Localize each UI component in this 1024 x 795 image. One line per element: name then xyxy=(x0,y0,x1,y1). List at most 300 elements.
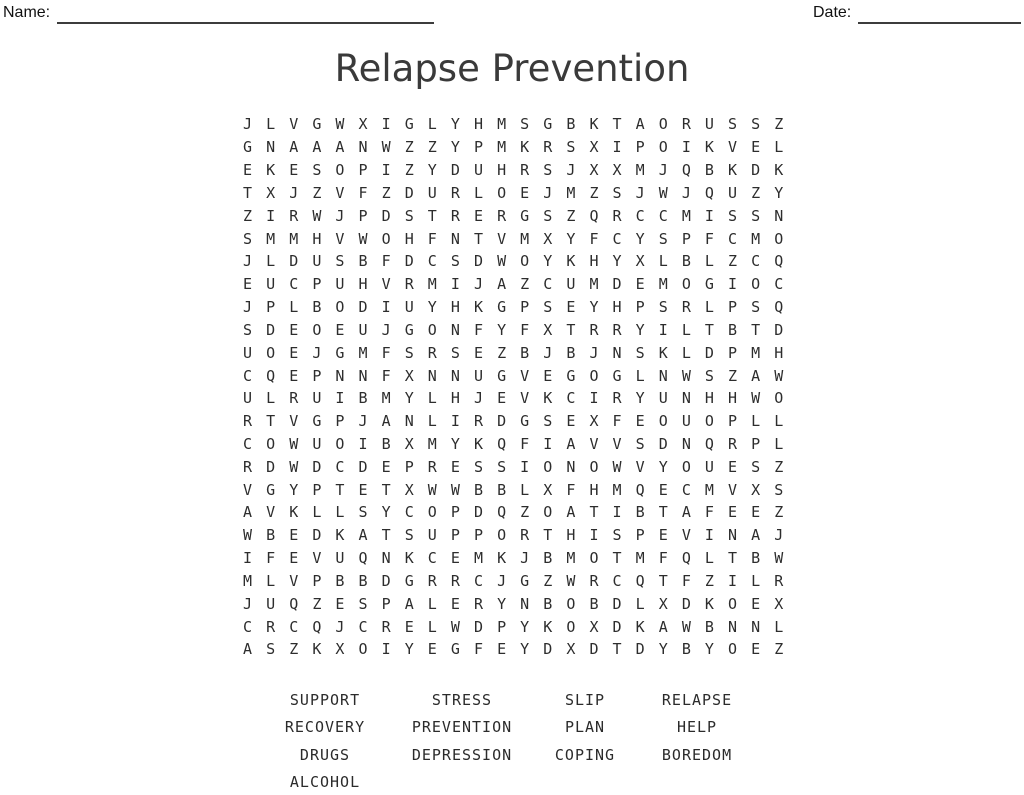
grid-letter: J xyxy=(381,320,391,339)
grid-letter: M xyxy=(751,343,761,362)
grid-letter: B xyxy=(358,252,368,271)
grid-letter: T xyxy=(612,549,622,568)
grid-letter: B xyxy=(589,594,599,613)
grid-letter: Z xyxy=(520,275,530,294)
grid-letter: Z xyxy=(543,571,553,590)
grid-letter: N xyxy=(774,206,784,225)
grid-letter: S xyxy=(404,526,414,545)
grid-letter: K xyxy=(497,549,507,568)
grid-letter: J xyxy=(473,389,483,408)
grid-letter: R xyxy=(589,320,599,339)
grid-letter: F xyxy=(566,480,576,499)
grid-letter: I xyxy=(358,435,368,453)
grid-letter: G xyxy=(543,115,553,134)
grid-letter: B xyxy=(312,298,322,317)
grid-letter: J xyxy=(243,252,253,271)
grid-letter: I xyxy=(589,526,599,545)
grid-letter: R xyxy=(266,617,276,636)
grid-letter: P xyxy=(358,206,368,225)
grid-letter: O xyxy=(774,389,784,408)
grid-letter: G xyxy=(566,366,576,385)
grid-letter: O xyxy=(497,183,507,202)
grid-letter: U xyxy=(266,594,276,613)
grid-letter: O xyxy=(681,457,691,476)
grid-letter: N xyxy=(681,435,691,453)
grid-letter: Y xyxy=(381,503,391,522)
grid-letter: G xyxy=(497,298,507,317)
grid-letter: O xyxy=(658,412,668,431)
grid-letter: D xyxy=(543,640,553,659)
grid-letter: P xyxy=(681,229,691,248)
grid-letter: S xyxy=(751,206,761,225)
grid-letter: B xyxy=(566,343,576,362)
grid-letter: Z xyxy=(566,206,576,225)
grid-letter: W xyxy=(243,526,253,545)
grid-letter: F xyxy=(381,343,391,362)
grid-letter: L xyxy=(473,183,483,202)
word-bank-item: RELAPSE xyxy=(661,691,733,709)
grid-letter: R xyxy=(450,183,460,202)
letter-grid xyxy=(236,113,790,661)
grid-letter: E xyxy=(751,138,761,157)
grid-letter: Y xyxy=(704,640,714,659)
grid-letter: U xyxy=(243,389,253,408)
grid-letter: M xyxy=(427,435,437,453)
grid-letter: R xyxy=(450,206,460,225)
grid-letter: I xyxy=(612,503,622,522)
grid-letter: B xyxy=(704,617,714,636)
grid-letter: D xyxy=(381,206,391,225)
grid-letter: P xyxy=(497,617,507,636)
grid-letter: E xyxy=(289,343,299,362)
grid-letter: T xyxy=(335,480,345,499)
grid-letter: J xyxy=(289,183,299,202)
grid-letter: W xyxy=(289,435,299,453)
grid-letter: C xyxy=(243,617,253,636)
grid-letter: W xyxy=(289,457,299,476)
grid-letter: A xyxy=(358,526,368,545)
grid-letter: N xyxy=(728,617,738,636)
grid-letter: N xyxy=(728,526,738,545)
grid-letter: O xyxy=(728,594,738,613)
grid-letter: R xyxy=(450,571,460,590)
grid-letter: S xyxy=(335,252,345,271)
grid-letter: I xyxy=(658,320,668,339)
grid-letter: P xyxy=(473,138,483,157)
grid-letter: O xyxy=(543,457,553,476)
grid-letter: E xyxy=(543,366,553,385)
grid-letter: H xyxy=(450,389,460,408)
grid-letter: Y xyxy=(427,161,437,180)
grid-letter: A xyxy=(566,503,576,522)
grid-letter: Z xyxy=(381,183,391,202)
grid-letter: R xyxy=(681,115,691,134)
grid-letter: S xyxy=(520,115,530,134)
grid-letter: S xyxy=(543,412,553,431)
grid-letter: N xyxy=(358,366,368,385)
grid-letter: G xyxy=(266,480,276,499)
grid-letter: Z xyxy=(243,206,253,225)
grid-letter: E xyxy=(243,161,253,180)
grid-letter: X xyxy=(589,412,599,431)
grid-letter: Z xyxy=(589,183,599,202)
grid-letter: X xyxy=(635,252,645,271)
grid-letter: Y xyxy=(635,229,645,248)
grid-letter: Z xyxy=(774,115,784,134)
grid-letter: X xyxy=(566,640,576,659)
grid-letter: Z xyxy=(427,138,437,157)
grid-letter: O xyxy=(381,229,391,248)
grid-letter: O xyxy=(335,161,345,180)
grid-letter: T xyxy=(381,480,391,499)
grid-letter: A xyxy=(497,275,507,294)
grid-letter: O xyxy=(543,503,553,522)
grid-letter: T xyxy=(589,503,599,522)
grid-letter: G xyxy=(404,115,414,134)
grid-letter: L xyxy=(266,571,276,590)
grid-letter: E xyxy=(358,480,368,499)
grid-letter: H xyxy=(728,389,738,408)
grid-letter: I xyxy=(381,298,391,317)
grid-letter: W xyxy=(497,252,507,271)
grid-letter: N xyxy=(404,412,414,431)
grid-letter: N xyxy=(658,366,668,385)
grid-letter: M xyxy=(266,229,276,248)
grid-letter: S xyxy=(728,206,738,225)
grid-letter: Z xyxy=(774,503,784,522)
grid-letter: R xyxy=(473,594,483,613)
grid-letter: X xyxy=(751,480,761,499)
grid-letter: M xyxy=(243,571,253,590)
grid-letter: C xyxy=(473,571,483,590)
grid-letter: O xyxy=(566,617,576,636)
grid-letter: K xyxy=(312,640,322,659)
grid-letter: O xyxy=(681,275,691,294)
grid-letter: F xyxy=(381,366,391,385)
grid-letter: L xyxy=(427,389,437,408)
grid-letter: Q xyxy=(289,594,299,613)
grid-letter: Q xyxy=(681,161,691,180)
grid-letter: D xyxy=(612,594,622,613)
grid-letter: C xyxy=(335,457,345,476)
grid-letter: T xyxy=(566,320,576,339)
grid-letter: P xyxy=(312,571,322,590)
grid-letter: W xyxy=(751,389,761,408)
grid-letter: P xyxy=(635,138,645,157)
grid-letter: U xyxy=(266,275,276,294)
grid-letter: F xyxy=(704,229,714,248)
grid-letter: E xyxy=(289,320,299,339)
grid-letter: N xyxy=(450,229,460,248)
grid-letter: I xyxy=(381,115,391,134)
grid-letter: P xyxy=(728,343,738,362)
grid-letter: O xyxy=(358,640,368,659)
grid-letter: T xyxy=(704,320,714,339)
grid-letter: L xyxy=(427,412,437,431)
word-bank xyxy=(0,687,1024,795)
grid-letter: B xyxy=(358,389,368,408)
grid-letter: M xyxy=(427,275,437,294)
grid-letter: R xyxy=(243,457,253,476)
grid-letter: K xyxy=(658,343,668,362)
grid-letter: V xyxy=(266,503,276,522)
grid-letter: D xyxy=(774,320,784,339)
grid-letter: L xyxy=(427,594,437,613)
grid-letter: S xyxy=(543,161,553,180)
grid-letter: L xyxy=(635,594,645,613)
grid-letter: M xyxy=(635,549,645,568)
grid-letter: K xyxy=(704,594,714,613)
grid-letter: S xyxy=(751,457,761,476)
grid-letter: Z xyxy=(312,183,322,202)
grid-letter: O xyxy=(427,320,437,339)
grid-letter: Z xyxy=(289,640,299,659)
grid-letter: D xyxy=(450,161,460,180)
grid-letter: X xyxy=(774,594,784,613)
grid-letter: S xyxy=(751,115,761,134)
grid-letter: C xyxy=(289,275,299,294)
grid-letter: I xyxy=(266,206,276,225)
grid-letter: B xyxy=(751,549,761,568)
grid-letter: K xyxy=(728,161,738,180)
grid-letter: Q xyxy=(704,435,714,453)
grid-letter: Y xyxy=(450,138,460,157)
grid-letter: X xyxy=(612,161,622,180)
grid-letter: R xyxy=(243,412,253,431)
grid-letter: Z xyxy=(704,571,714,590)
grid-letter: M xyxy=(704,480,714,499)
grid-letter: S xyxy=(774,480,784,499)
grid-letter: Q xyxy=(497,435,507,453)
grid-letter: M xyxy=(658,275,668,294)
grid-letter: L xyxy=(635,366,645,385)
grid-letter: E xyxy=(728,503,738,522)
grid-letter: R xyxy=(497,206,507,225)
grid-letter: M xyxy=(497,115,507,134)
grid-letter: V xyxy=(289,571,299,590)
grid-letter: T xyxy=(243,183,253,202)
date-label: Date: xyxy=(813,4,852,21)
grid-letter: F xyxy=(589,229,599,248)
grid-letter: O xyxy=(751,275,761,294)
grid-letter: N xyxy=(566,457,576,476)
grid-letter: Y xyxy=(497,594,507,613)
grid-letter: K xyxy=(335,526,345,545)
grid-letter: X xyxy=(589,161,599,180)
grid-letter: C xyxy=(243,435,253,453)
word-bank-item: PREVENTION xyxy=(411,718,513,737)
grid-letter: N xyxy=(381,549,391,568)
grid-letter: Y xyxy=(635,389,645,408)
grid-letter: S xyxy=(450,252,460,271)
grid-letter: T xyxy=(728,549,738,568)
grid-letter: L xyxy=(704,252,714,271)
grid-letter: A xyxy=(681,503,691,522)
grid-letter: R xyxy=(289,389,299,408)
grid-letter: B xyxy=(543,594,553,613)
grid-letter: B xyxy=(543,549,553,568)
grid-letter: M xyxy=(520,229,530,248)
grid-letter: E xyxy=(289,549,299,568)
grid-letter: K xyxy=(520,138,530,157)
grid-letter: Y xyxy=(520,617,530,636)
grid-letter: P xyxy=(335,412,345,431)
grid-letter: L xyxy=(681,320,691,339)
grid-letter: Q xyxy=(589,206,599,225)
grid-letter: Z xyxy=(774,640,784,659)
grid-letter: R xyxy=(612,320,622,339)
grid-letter: R xyxy=(404,275,414,294)
grid-letter: A xyxy=(289,138,299,157)
grid-letter: O xyxy=(335,435,345,453)
grid-letter: U xyxy=(427,183,437,202)
word-bank-item: COPING xyxy=(554,745,616,764)
grid-letter: B xyxy=(520,343,530,362)
grid-letter: E xyxy=(427,640,437,659)
grid-letter: F xyxy=(427,229,437,248)
grid-letter: X xyxy=(404,480,414,499)
grid-letter: U xyxy=(473,161,483,180)
grid-letter: D xyxy=(312,457,322,476)
grid-letter: Y xyxy=(612,252,622,271)
grid-letter: Y xyxy=(450,115,460,134)
grid-letter: V xyxy=(728,138,738,157)
grid-letter: O xyxy=(658,138,668,157)
grid-letter: W xyxy=(681,617,691,636)
grid-letter: X xyxy=(543,320,553,339)
grid-letter: L xyxy=(427,617,437,636)
grid-letter: O xyxy=(566,594,576,613)
grid-letter: D xyxy=(589,640,599,659)
grid-letter: O xyxy=(704,412,714,431)
grid-letter: Z xyxy=(728,366,738,385)
grid-letter: S xyxy=(543,206,553,225)
grid-letter: I xyxy=(450,275,460,294)
grid-letter: V xyxy=(589,435,599,453)
grid-letter: O xyxy=(774,229,784,248)
grid-letter: F xyxy=(520,320,530,339)
grid-letter: W xyxy=(450,617,460,636)
grid-letter: W xyxy=(358,229,368,248)
grid-letter: R xyxy=(520,526,530,545)
grid-letter: Y xyxy=(589,298,599,317)
grid-letter: K xyxy=(704,138,714,157)
grid-letter: J xyxy=(520,549,530,568)
grid-letter: O xyxy=(589,457,599,476)
grid-letter: E xyxy=(566,412,576,431)
grid-letter: W xyxy=(427,480,437,499)
grid-letter: N xyxy=(450,366,460,385)
grid-letter: E xyxy=(728,457,738,476)
grid-letter: Q xyxy=(358,549,368,568)
grid-letter: E xyxy=(635,412,645,431)
grid-letter: L xyxy=(289,298,299,317)
grid-letter: V xyxy=(612,435,622,453)
grid-letter: J xyxy=(658,161,668,180)
grid-letter: E xyxy=(497,640,507,659)
grid-letter: D xyxy=(497,412,507,431)
grid-letter: J xyxy=(243,298,253,317)
name-label: Name: xyxy=(3,4,51,21)
grid-letter: O xyxy=(658,115,668,134)
grid-letter: X xyxy=(543,480,553,499)
grid-letter: C xyxy=(358,617,368,636)
grid-letter: X xyxy=(266,183,276,202)
grid-letter: H xyxy=(589,252,599,271)
grid-letter: L xyxy=(751,571,761,590)
grid-letter: S xyxy=(358,594,368,613)
grid-letter: J xyxy=(335,617,345,636)
grid-letter: E xyxy=(658,480,668,499)
grid-letter: C xyxy=(658,206,668,225)
grid-letter: Z xyxy=(728,252,738,271)
grid-letter: L xyxy=(266,389,276,408)
grid-letter: A xyxy=(243,503,253,522)
grid-letter: P xyxy=(404,457,414,476)
grid-letter: L xyxy=(774,412,784,431)
grid-letter: C xyxy=(404,503,414,522)
grid-letter: T xyxy=(266,412,276,431)
grid-letter: E xyxy=(335,594,345,613)
grid-letter: R xyxy=(612,389,622,408)
grid-letter: Q xyxy=(774,252,784,271)
grid-letter: V xyxy=(681,526,691,545)
grid-letter: B xyxy=(358,571,368,590)
grid-letter: X xyxy=(589,138,599,157)
grid-letter: F xyxy=(658,549,668,568)
word-bank-item: HELP xyxy=(676,718,718,737)
grid-letter: Z xyxy=(497,343,507,362)
grid-letter: A xyxy=(751,366,761,385)
grid-letter: S xyxy=(704,366,714,385)
grid-letter: O xyxy=(266,343,276,362)
grid-letter: Q xyxy=(266,366,276,385)
grid-letter: D xyxy=(612,275,622,294)
grid-letter: P xyxy=(312,275,322,294)
grid-letter: E xyxy=(289,161,299,180)
grid-letter: H xyxy=(566,526,576,545)
grid-letter: Q xyxy=(312,617,322,636)
grid-letter: T xyxy=(612,115,622,134)
word-bank-item: DEPRESSION xyxy=(411,745,513,764)
grid-letter: O xyxy=(427,503,437,522)
grid-letter: Y xyxy=(289,480,299,499)
grid-letter: N xyxy=(751,617,761,636)
grid-letter: R xyxy=(543,138,553,157)
grid-letter: L xyxy=(658,252,668,271)
grid-letter: U xyxy=(681,412,691,431)
grid-letter: W xyxy=(335,115,345,134)
grid-letter: I xyxy=(381,161,391,180)
grid-letter: V xyxy=(520,389,530,408)
grid-letter: G xyxy=(497,366,507,385)
grid-letter: K xyxy=(266,161,276,180)
grid-letter: E xyxy=(381,457,391,476)
grid-letter: K xyxy=(774,161,784,180)
grid-letter: D xyxy=(266,320,276,339)
grid-letter: P xyxy=(520,298,530,317)
grid-letter: B xyxy=(681,252,691,271)
grid-letter: N xyxy=(681,389,691,408)
grid-letter: N xyxy=(266,138,276,157)
grid-letter: F xyxy=(473,320,483,339)
grid-letter: B xyxy=(335,571,345,590)
grid-letter: D xyxy=(612,617,622,636)
grid-letter: E xyxy=(450,457,460,476)
grid-letter: V xyxy=(381,275,391,294)
grid-letter: M xyxy=(589,275,599,294)
grid-letter: K xyxy=(473,298,483,317)
